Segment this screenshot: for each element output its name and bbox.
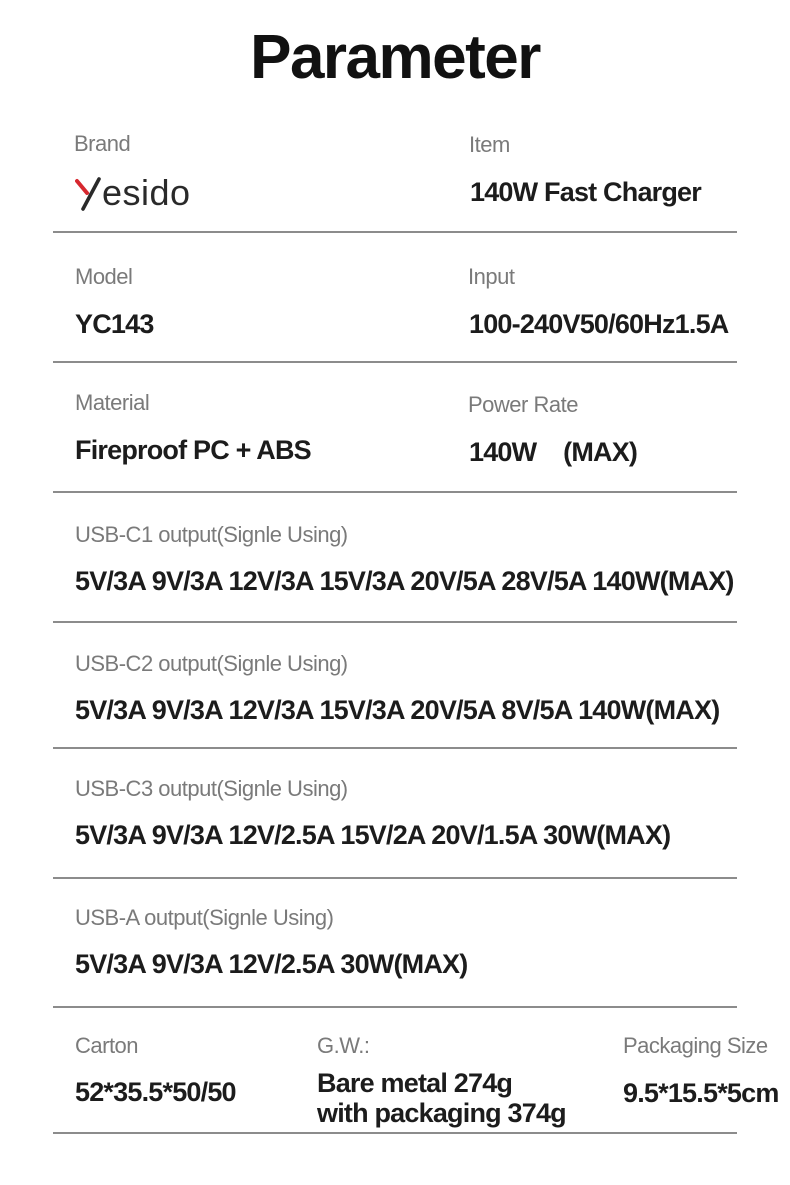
row-divider — [53, 1132, 737, 1134]
input-value: 100-240V50/60Hz1.5A — [469, 309, 729, 339]
carton-value: 52*35.5*50/50 — [75, 1077, 236, 1107]
row-divider — [53, 231, 737, 233]
page-title: Parameter — [250, 23, 540, 92]
carton-label: Carton — [75, 1033, 139, 1058]
row-divider — [53, 877, 737, 879]
brand-logo-text: esido — [102, 172, 191, 213]
gw-label: G.W.: — [317, 1033, 370, 1058]
brand-label: Brand — [74, 131, 131, 156]
usb-a-label: USB-A output(Signle Using) — [75, 905, 334, 930]
usb-c1-value: 5V/3A 9V/3A 12V/3A 15V/3A 20V/5A 28V/5A 140W(MAX) — [75, 566, 734, 596]
model-value: YC143 — [75, 309, 154, 339]
brand-logo — [75, 172, 191, 214]
material-label: Material — [75, 390, 150, 415]
material-value: Fireproof PC + ABS — [75, 435, 311, 465]
packaging-size-value: 9.5*15.5*5cm — [623, 1078, 779, 1108]
packaging-size-label: Packaging Size — [623, 1033, 768, 1058]
row-divider — [53, 491, 737, 493]
row-divider — [53, 747, 737, 749]
item-value: 140W Fast Charger — [470, 177, 701, 207]
gw-with-packaging: with packaging 374g — [317, 1098, 566, 1128]
gw-bare-metal: Bare metal 274g — [317, 1068, 513, 1098]
gw-value — [317, 1068, 566, 1128]
row-divider — [53, 1006, 737, 1008]
row-divider — [53, 361, 737, 363]
input-label: Input — [468, 264, 515, 289]
yesido-logo-y-icon — [75, 173, 101, 213]
row-divider — [53, 621, 737, 623]
item-label: Item — [469, 132, 510, 157]
model-label: Model — [75, 264, 133, 289]
usb-c2-label: USB-C2 output(Signle Using) — [75, 651, 348, 676]
usb-a-value: 5V/3A 9V/3A 12V/2.5A 30W(MAX) — [75, 949, 468, 979]
usb-c1-label: USB-C1 output(Signle Using) — [75, 522, 348, 547]
usb-c3-value: 5V/3A 9V/3A 12V/2.5A 15V/2A 20V/1.5A 30W(MAX) — [75, 820, 671, 850]
usb-c3-label: USB-C3 output(Signle Using) — [75, 776, 348, 801]
usb-c2-value: 5V/3A 9V/3A 12V/3A 15V/3A 20V/5A 8V/5A 140W(MAX) — [75, 695, 720, 725]
power-rate-value: 140W (MAX) — [469, 437, 638, 467]
power-rate-label: Power Rate — [468, 392, 578, 417]
